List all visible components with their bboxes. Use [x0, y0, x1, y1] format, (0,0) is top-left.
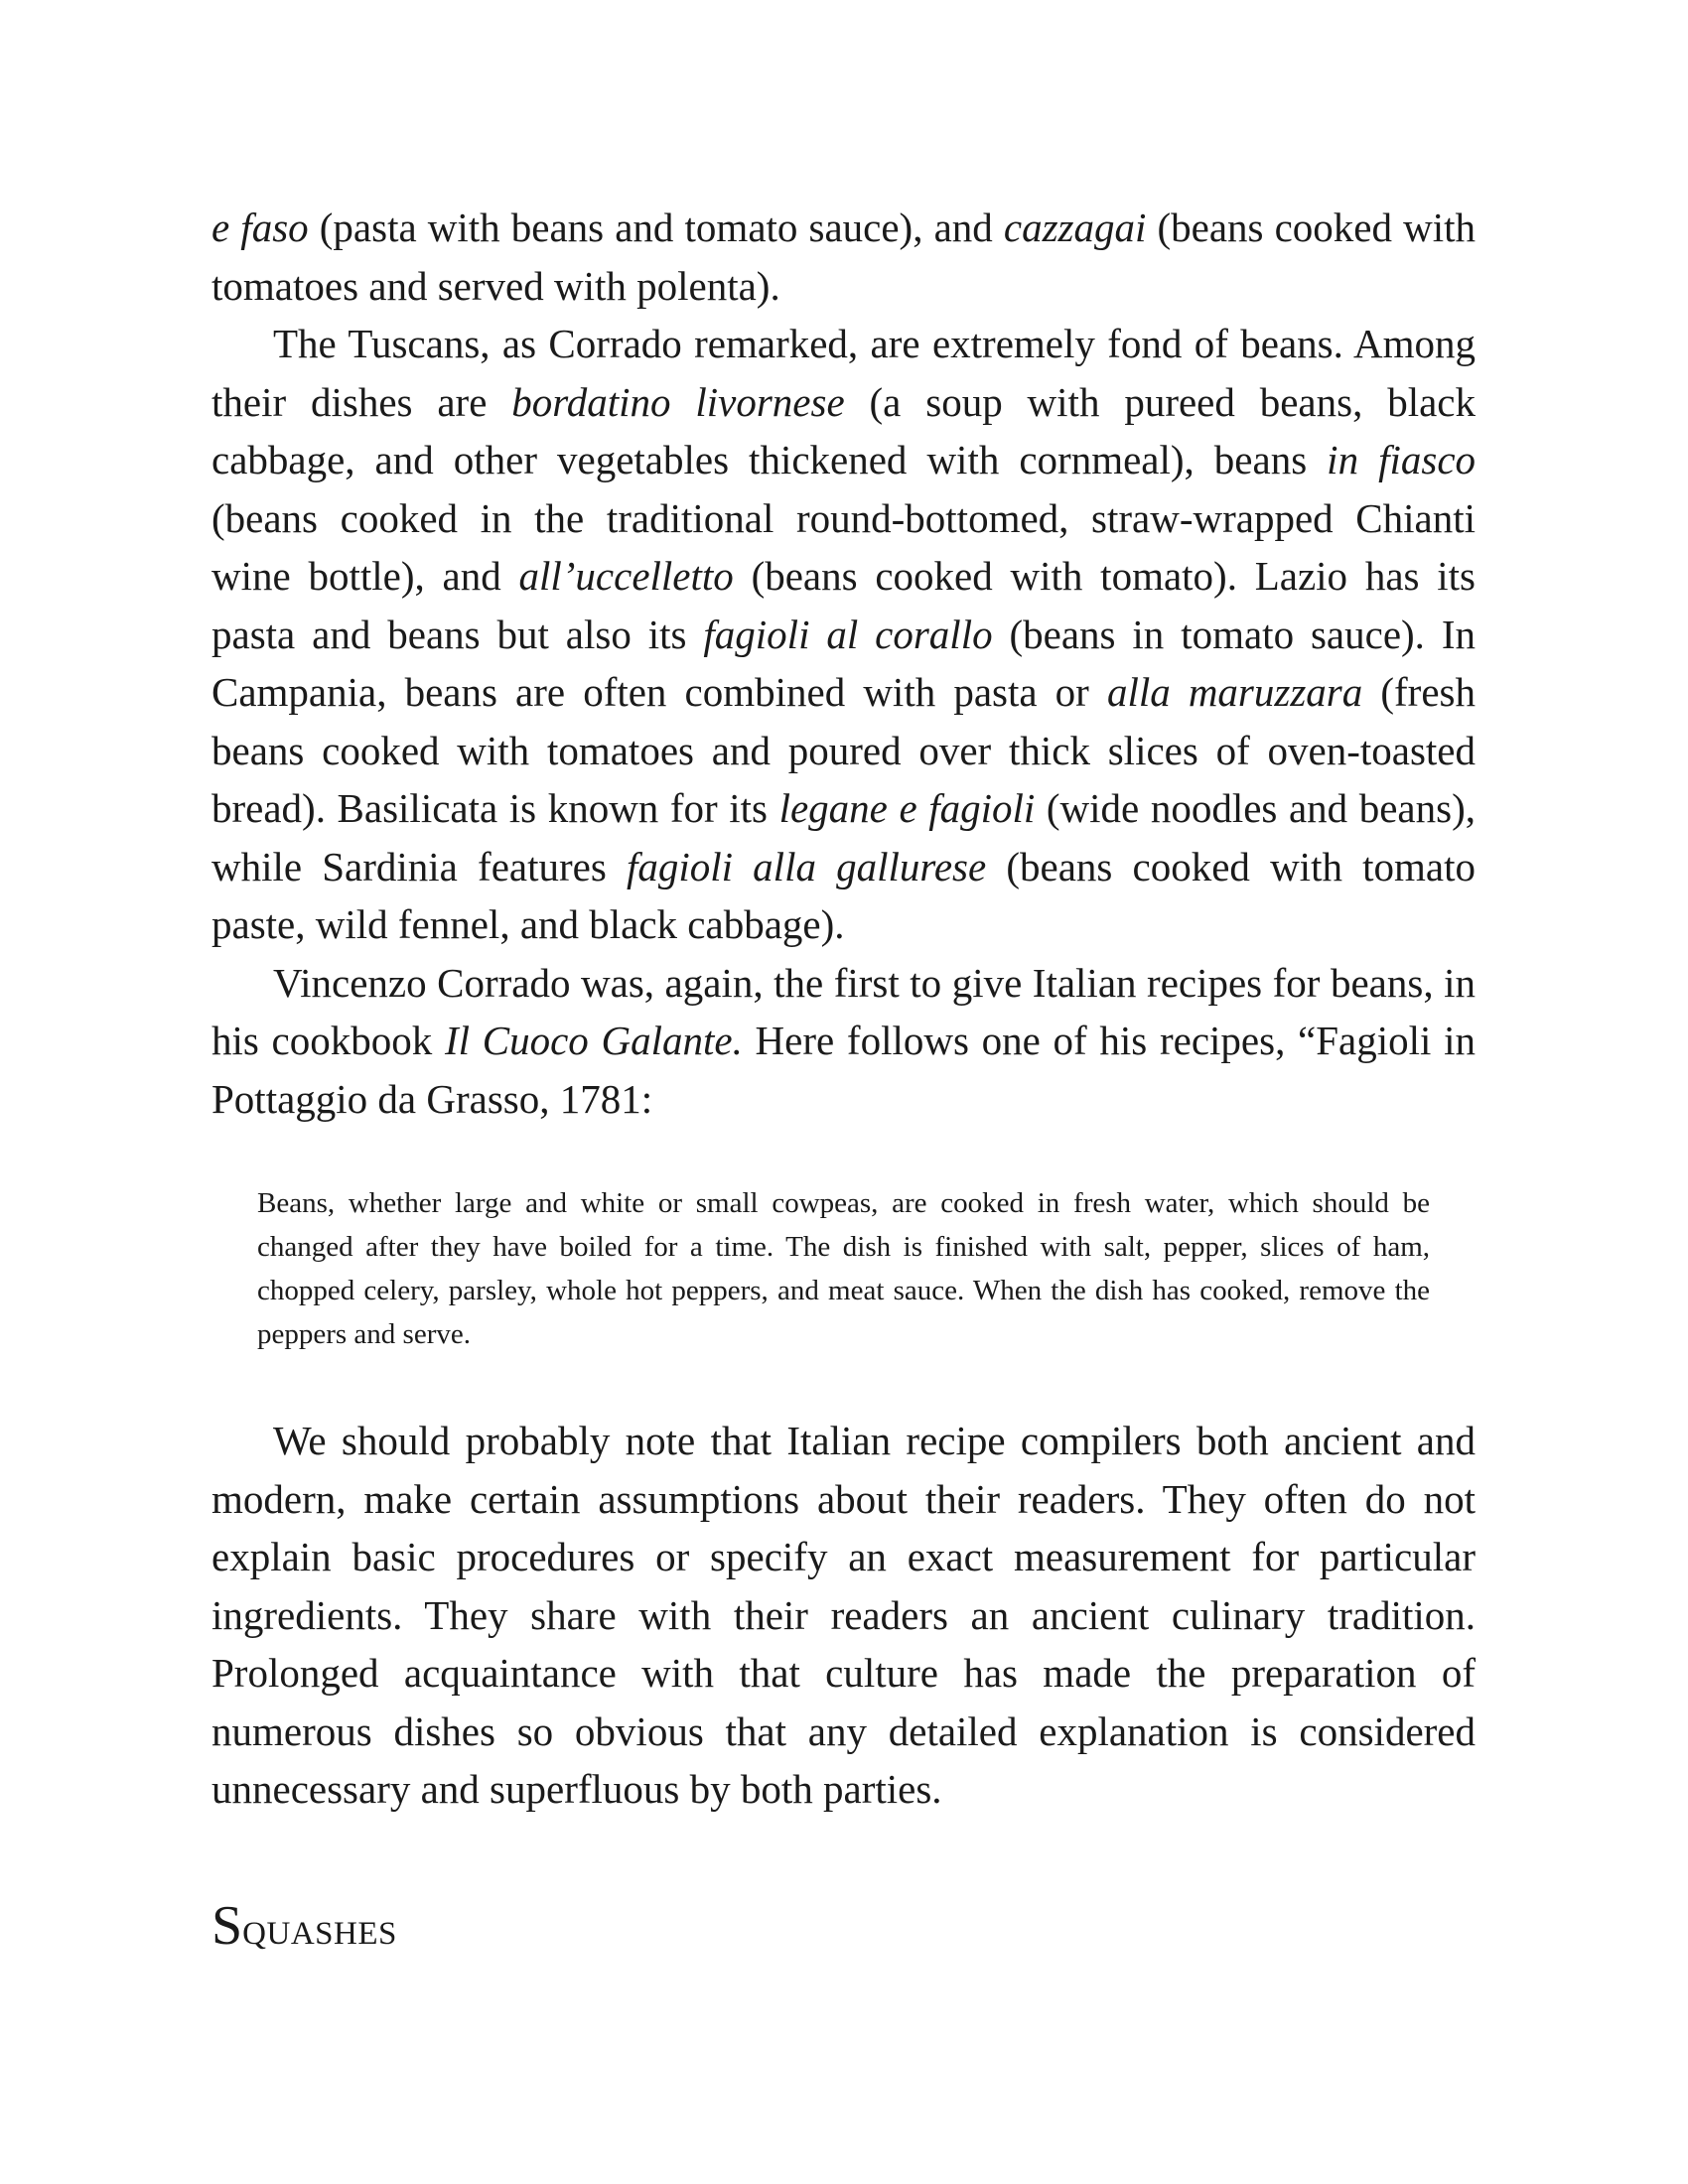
paragraph-tuscans [211, 315, 1476, 954]
text-run: Here follows one of his recipes, “Fagioli in Pottaggio da Grasso, 1781: [211, 1018, 1477, 1122]
text-run: (beans cooked with tomatoes and served with polenta). [211, 205, 1477, 309]
text-run: The Tuscans, as Corrado remarked, are extremely fond of beans. Among their dishes are [211, 321, 1476, 425]
paragraph-assumptions: We should probably note that Italian recipe compilers both ancient and modern, make certain assumptions about their readers. They often do not explain basic procedures or specify an exact measurement for particular ingredients. They share with their readers an ancient culinary tradition. Prolonged acquaintance with that culture has made the preparation of numerous dishes so obvious that any detailed explanation is considered unnecessary and superfluous by both parties. [211, 1418, 1476, 1812]
heading-initial: S [211, 1894, 243, 1957]
heading-small-caps: QUASHES [242, 1915, 397, 1952]
text-run: Vincenzo Corrado was, again, the first to give Italian recipes for beans, in his cookbook [211, 959, 1476, 1063]
text-run: (beans cooked in the traditional round-bottomed, straw-wrapped Chianti wine bottle), and [211, 494, 1476, 599]
dish-name: e faso [211, 205, 309, 250]
dish-name: fagioli alla gallurese [626, 843, 987, 889]
text-run: (a soup with pureed beans, black cabbage, and other vegetables thickened with cornmeal), beans [211, 378, 1476, 482]
recipe-blockquote: Beans, whether large and white or small cowpeas, are cooked in fresh water, which should be changed after they have boiled for a time. The dish is finished with salt, pepper, slices of ham, chopped celery, parsley, whole hot peppers, and meat sauce. When the dish has cooked, remove the peppers and serve. [257, 1187, 1430, 1350]
section-heading [211, 1896, 1476, 1964]
dish-name: in fiasco [1327, 437, 1477, 482]
book-title: Il Cuoco Galante. [444, 1018, 743, 1063]
text-run: (wide noodles and beans), while Sardinia features [211, 785, 1476, 889]
page-body [211, 199, 1476, 1964]
paragraph-corrado [211, 954, 1476, 1129]
dish-name: bordatino livornese [511, 378, 845, 425]
dish-name: legane e fagioli [778, 785, 1036, 831]
dish-name: cazzagai [1003, 205, 1147, 250]
text-run: (fresh beans cooked with tomatoes and poured over thick slices of oven-toasted bread). Basilicata is known for its [211, 669, 1476, 831]
paragraph-continuation [211, 199, 1476, 315]
text-run: (beans in tomato sauce). In Campania, beans are often combined with pasta or [211, 611, 1476, 715]
text-run: (beans cooked with tomato paste, wild fennel, and black cabbage). [211, 843, 1476, 947]
dish-name: fagioli al corallo [703, 611, 993, 657]
text-run: (pasta with beans and tomato sauce), and [308, 205, 1004, 250]
dish-name: alla maruzzara [1106, 669, 1363, 715]
text-run: (beans cooked with tomato). Lazio has its pasta and beans but also its [211, 553, 1476, 657]
dish-name: all’uccelletto [518, 553, 734, 599]
